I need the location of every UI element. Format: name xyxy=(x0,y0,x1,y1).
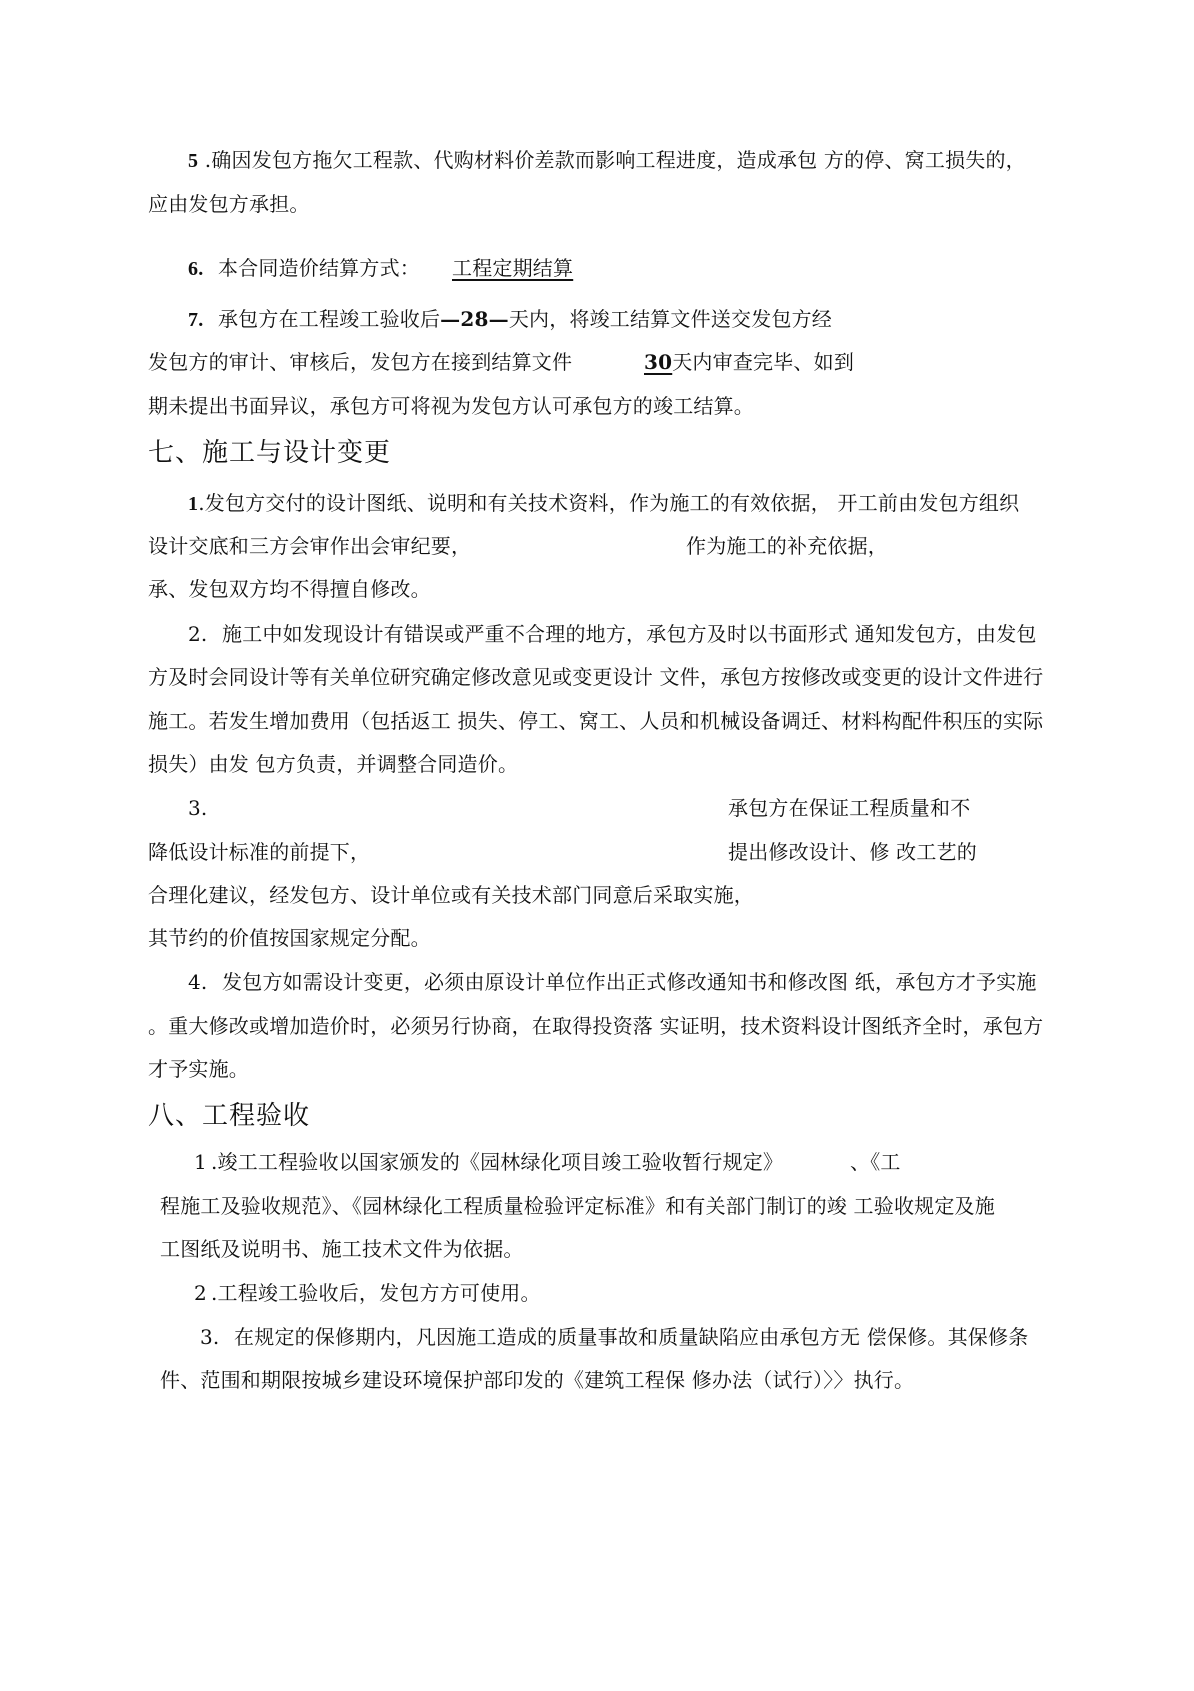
s7-item-3-number: 3. xyxy=(188,796,208,820)
s7-item-1-text-1: .发包方交付的设计图纸、说明和有关技术资料，作为施工的有效依据， 开工前由发包方组织 xyxy=(198,491,1020,515)
s8-item-1-number: 1 xyxy=(194,1150,207,1174)
s7-item-4-text-1: 发包方如需设计变更，必须由原设计单位作出正式修改通知书和修改图 纸，承包方才予实施 xyxy=(222,970,1037,994)
s8-item-3-number: 3. xyxy=(200,1325,220,1349)
s8-item-1-line-1a xyxy=(194,1148,783,1176)
s7-item-3-line-2a: 降低设计标准的前提下， xyxy=(148,840,371,864)
clause-7-line-3: 期未提出书面异议，承包方可将视为发包方认可承包方的竣工结算。 xyxy=(148,394,754,418)
s8-item-3-text-1: 在规定的保修期内，凡因施工造成的质量事故和质量缺陷应由承包方无 偿保修。其保修条 xyxy=(234,1325,1029,1349)
s7-item-4-line-1 xyxy=(188,968,1037,996)
s7-item-3-line-2b: 提出修改设计、修 改工艺的 xyxy=(728,840,977,864)
s7-item-2-line-2: 方及时会同设计等有关单位研究确定修改意见或变更设计 文件，承包方按修改或变更的设计文件进行 xyxy=(148,665,1044,689)
clause-6-line xyxy=(188,254,420,283)
s8-item-2-text-1: .工程竣工验收后，发包方方可使用。 xyxy=(210,1281,541,1305)
clause-5-line-2: 应由发包方承担。 xyxy=(148,192,310,216)
clause-6-number: 6. xyxy=(188,258,204,280)
s8-item-1-line-2: 程施工及验收规范》、《园林绿化工程质量检验评定标准》和有关部门制订的竣 工验收规定及施 xyxy=(160,1194,995,1218)
s7-item-1-line-2a: 设计交底和三方会审作出会审纪要， xyxy=(148,534,472,558)
s8-item-1-line-3: 工图纸及说明书、施工技术文件为依据。 xyxy=(160,1237,524,1261)
s7-item-3-line-4: 其节约的价值按国家规定分配。 xyxy=(148,926,431,950)
s7-item-4-line-3: 才予实施。 xyxy=(148,1057,249,1081)
s7-item-1-line-2b: 作为施工的补充依据， xyxy=(686,534,888,558)
s7-item-1-line-3: 承、发包双方均不得擅自修改。 xyxy=(148,577,431,601)
s8-item-1-text-1a: .竣工工程验收以国家颁发的《园林绿化项目竣工验收暂行规定》 xyxy=(210,1150,784,1174)
clause-7-text-1b: 天内，将竣工结算文件送交发包方经 xyxy=(508,307,833,331)
section-7-heading: 七、施工与设计变更 xyxy=(148,438,392,468)
clause-5-text-1: .确因发包方拖欠工程款、代购材料价差款而影响工程进度，造成承包 方的停、窝工损失的， xyxy=(204,148,1026,172)
s7-item-2-text-1: 施工中如发现设计有错误或严重不合理的地方，承包方及时以书面形式 通知发包方，由发包 xyxy=(222,622,1037,646)
s8-item-2-number: 2 xyxy=(194,1281,207,1305)
clause-7-line-2a: 发包方的审计、审核后，发包方在接到结算文件 xyxy=(148,350,573,374)
s8-item-1-line-1b: 、《工 xyxy=(850,1150,901,1174)
settlement-method-value: 工程定期结算 xyxy=(452,256,574,280)
clause-5-number: 5 xyxy=(188,150,199,172)
s8-item-3-line-1 xyxy=(200,1323,1028,1351)
clause-7-days-2: 30 xyxy=(644,350,673,374)
clause-5-line-1 xyxy=(188,146,1026,175)
clause-7-text-1a: 承包方在工程竣工验收后 xyxy=(217,307,441,331)
clause-7-number: 7. xyxy=(188,309,204,331)
section-8-heading: 八、工程验收 xyxy=(148,1101,311,1131)
s7-item-2-line-3: 施工。若发生增加费用（包括返工 损失、停工、窝工、人员和机械设备调迁、材料构配件积压的实际 xyxy=(148,709,1044,733)
s7-item-4-line-2: 。重大修改或增加造价时，必须另行协商，在取得投资落 实证明，技术资料设计图纸齐全时，承包方 xyxy=(148,1014,1044,1038)
clause-7-days-1: —28— xyxy=(440,307,509,331)
s8-item-3-line-2: 件、范围和期限按城乡建设环境保护部印发的《建筑工程保 修办法（试行）〉〉执行。 xyxy=(160,1368,915,1392)
s7-item-3-line-1b: 承包方在保证工程质量和不 xyxy=(728,796,971,820)
s7-item-2-line-4: 损失）由发 包方负责，并调整合同造价。 xyxy=(148,752,519,776)
s7-item-3-line-3: 合理化建议，经发包方、设计单位或有关技术部门同意后采取实施， xyxy=(148,883,754,907)
clause-7-text-2b: 天内审查完毕、如到 xyxy=(672,350,855,374)
s7-item-2-line-1 xyxy=(188,620,1037,648)
s7-item-2-number: 2. xyxy=(188,622,208,646)
s7-item-4-number: 4. xyxy=(188,970,208,994)
clause-6-label: 本合同造价结算方式： xyxy=(217,256,420,280)
clause-7-line-1 xyxy=(188,305,832,334)
s7-item-1-line-1 xyxy=(188,489,1019,518)
clause-7-line-2b xyxy=(644,348,854,376)
s7-item-1-number: 1 xyxy=(188,493,199,515)
s8-item-2-line-1 xyxy=(194,1279,541,1307)
